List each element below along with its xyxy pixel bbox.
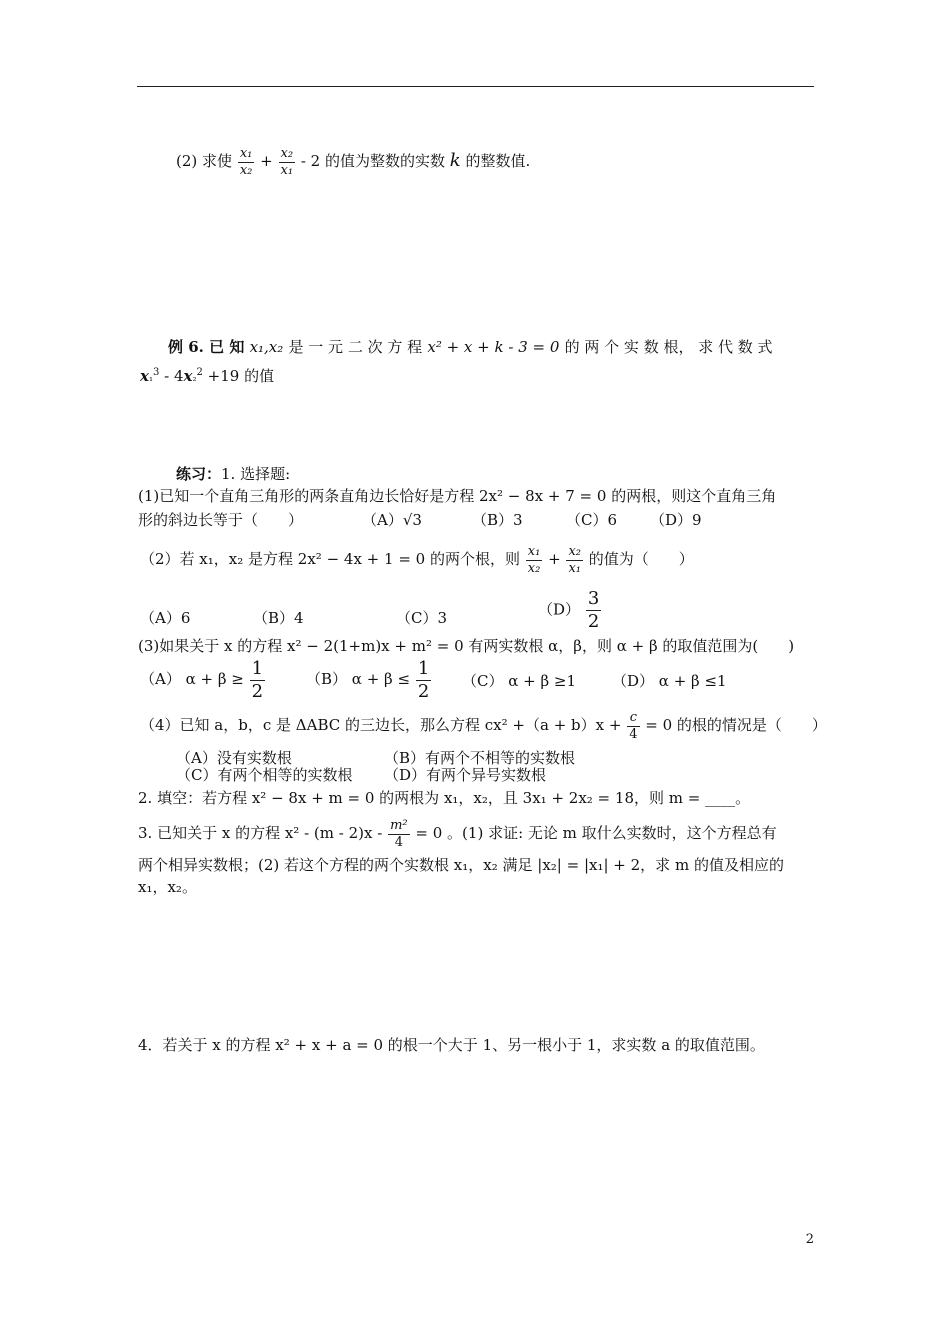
p4-line: （4）已知 a，b，c 是 ΔABC 的三边长，那么方程 cx² +（a + b）x + $\frac{c}{4}$ = 0 的根的情况是（ ） <box>140 710 827 742</box>
p2-option-d: （D） $\frac{3}{2}$ <box>538 588 600 632</box>
fraction-x1-over-x2: $\frac{\text{x₁}}{\text{x₂}}$ <box>239 146 253 178</box>
p2-option-a: （A）6 <box>140 609 191 627</box>
p1-option-a: （A）√3 <box>362 511 422 529</box>
q3-line3: x₁，x₂。 <box>138 878 197 896</box>
fraction-3-over-2: $\frac{3}{2}$ <box>587 588 600 632</box>
p4-option-a: （A）没有实数根 <box>176 749 292 767</box>
fraction-p2-a: $\frac{\text{x₁}}{\text{x₂}}$ <box>527 544 541 576</box>
p2-option-c: （C）3 <box>396 609 448 627</box>
q3-line2: 两个相异实数根；(2) 若这个方程的两个实数根 x₁，x₂ 满足 |x₂| = |x₁| + 2，求 m 的值及相应的 <box>138 856 784 874</box>
fill-in-question: 2. 填空：若方程 x² − 8x + m = 0 的两根为 x₁，x₂，且 3x₁ + 2x₂ = 18，则 m = ____。 <box>138 789 751 807</box>
p3-option-b: （B） α + β ≤ $\frac{1}{2}$ <box>306 658 430 702</box>
p2-line: （2）若 x₁，x₂ 是方程 2x² − 4x + 1 = 0 的两个根，则 $\frac{\text{x₁}}{\text{x₂}}$ + $\frac{\text{x₂}}{\text{x₁}}$ 的值为（ ） <box>140 544 694 576</box>
practice-heading: 练习：1. 选择题: <box>176 465 291 483</box>
p1-line2: 形的斜边长等于（ ） <box>138 511 304 529</box>
p4-option-b: （B）有两个不相等的实数根 <box>384 749 576 767</box>
p1-option-b: （B）3 <box>472 511 523 529</box>
p4-option-c: （C）有两个相等的实数根 <box>176 766 353 784</box>
fraction-1-over-2-b: $\frac{1}{2}$ <box>417 658 430 702</box>
fraction-p2-b: $\frac{\text{x₂}}{\text{x₁}}$ <box>568 544 581 576</box>
p4-option-d: （D）有两个异号实数根 <box>384 766 547 784</box>
fraction-m2-over-4: $\frac{\text{m²}}{4}$ <box>390 818 408 850</box>
p2-option-b: （B）4 <box>253 609 304 627</box>
p3-line: (3)如果关于 x 的方程 x² − 2(1+m)x + m² = 0 有两实数根 α，β，则 α + β 的取值范围为( ) <box>138 637 795 655</box>
q3-line1: 3. 已知关于 x 的方程 x² - (m - 2)x - $\frac{\text{m²}}{4}$ = 0 。(1) 求证: 无论 m 取什么实数时，这个方程总有 <box>138 818 777 850</box>
fraction-x2-over-x1: $\frac{\text{x₂}}{\text{x₁}}$ <box>280 146 294 178</box>
p3-option-a: （A） α + β ≥ $\frac{1}{2}$ <box>140 658 264 702</box>
fraction-c-over-4: $\frac{c}{4}$ <box>629 710 638 742</box>
header-rule <box>137 86 814 87</box>
question-2: (2) 求使 $\frac{\text{x₁}}{\text{x₂}}$ + $\frac{\text{x₂}}{\text{x₁}}$ - 2 的值为整数的实数 k 的整数值. <box>176 146 531 178</box>
example-6-line2: x₁$^3$ - 4x₂$^2$ +19 的值 <box>140 367 275 385</box>
p1-line1: (1)已知一个直角三角形的两条直角边长恰好是方程 2x² − 8x + 7 = 0 的两根，则这个直角三角 <box>138 487 777 505</box>
p3-option-d: （D） α + β ≤1 <box>612 672 727 690</box>
q4-line: 4．若关于 x 的方程 x² + x + a = 0 的根一个大于 1、另一根小于 1，求实数 a 的取值范围。 <box>138 1036 765 1054</box>
p1-option-c: （C）6 <box>566 511 618 529</box>
p1-option-d: （D）9 <box>650 511 702 529</box>
p3-option-c: （C） α + β ≥1 <box>462 672 577 690</box>
fraction-1-over-2-a: $\frac{1}{2}$ <box>251 658 264 702</box>
example-6-line1: 例 6. 已 知 x₁,x₂ 是 一 元 二 次 方 程 x² + x + k - 3 = 0 的 两 个 实 数 根， 求 代 数 式 <box>168 338 773 356</box>
page-number: 2 <box>805 1232 814 1247</box>
